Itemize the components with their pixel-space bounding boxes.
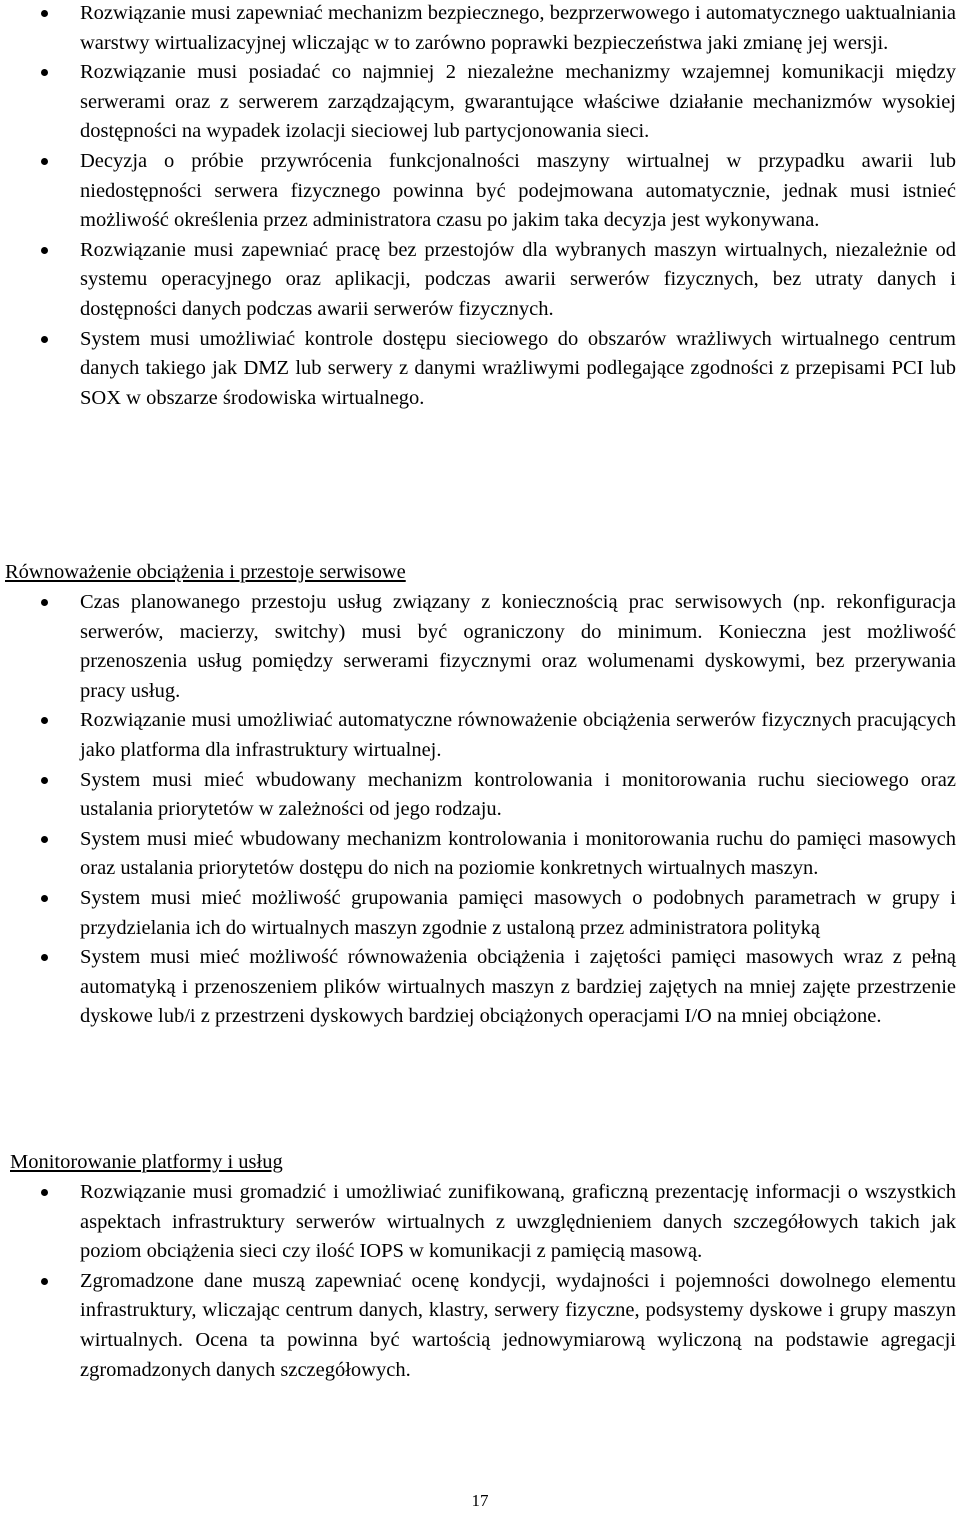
list-item bbox=[0, 766, 960, 825]
list-item bbox=[0, 825, 960, 884]
bullet-icon bbox=[41, 1278, 48, 1285]
list-item-text: System musi mieć wbudowany mechanizm kontrolowania i monitorowania ruchu sieciowego oraz ustalania priorytetów w zależności od jego rodzaju. bbox=[80, 768, 956, 821]
list-item-text: Czas planowanego przestoju usług związany z koniecznością prac serwisowych (np. rekonfiguracja serwerów, macierzy, switchy) musi być ograniczony do minimum. Konieczna jest możliwość przenoszenia usług pomiędzy serwerami fizycznymi oraz wolumenami dyskowymi, bez przerywania pracy usług. bbox=[80, 591, 956, 702]
list-item-text: Zgromadzone dane muszą zapewniać ocenę kondycji, wydajności i pojemności dowolnego elementu infrastruktury, wliczając centrum danych, klastry, serwery fizyczne, podsystemy dyskowe i grupy maszyn wirtualnych. Ocena ta powinna być wartością jednowymiarową wyliczoną na podstawie agregacji zgromadzonych danych szczegółowych. bbox=[80, 1269, 956, 1381]
bullet-icon bbox=[41, 777, 48, 784]
list-item bbox=[0, 1267, 960, 1385]
list-item-text: System musi mieć wbudowany mechanizm kontrolowania i monitorowania ruchu do pamięci masowych oraz ustalania priorytetów dostępu do nich na poziomie konkretnych wirtualnych maszyn. bbox=[80, 827, 956, 880]
list-item-text: System musi mieć możliwość równoważenia obciążenia i zajętości pamięci masowych wraz z pełną automatyką i przenoszeniem plików wirtualnych maszyn z bardziej zajętych na mniej zajęte przestrzenie dyskowe lub/i z przestrzeni dyskowych bardziej obciążonych operacjami I/O na mniej obciążone. bbox=[80, 946, 956, 1028]
list-item bbox=[0, 706, 960, 765]
bullet-icon bbox=[41, 954, 48, 961]
list-item-text: Rozwiązanie musi gromadzić i umożliwiać zunifikowaną, graficzną prezentację informacji o wszystkich aspektach infrastruktury serwerów wirtualnych z uwzględnieniem danych szczegółowych takich jak poziom obciążenia sieci czy ilość IOPS w komunikacji z pamięcią masową. bbox=[80, 1181, 956, 1263]
list-item-text: System musi umożliwiać kontrole dostępu sieciowego do obszarów wrażliwych wirtualnego centrum danych takiego jak DMZ lub serwery z danymi wrażliwymi podlegające zgodności z przepisami PCI lub SOX w obszarze środowiska wirtualnego. bbox=[80, 327, 956, 409]
list-item-text: Rozwiązanie musi zapewniać mechanizm bezpiecznego, bezprzerwowego i automatycznego uaktualniania warstwy wirtualizacyjnej wliczając w to zarówno poprawki bezpieczeństwa jaki zmianę jej wersji. bbox=[80, 2, 956, 54]
bullet-icon bbox=[41, 336, 48, 343]
bullet-list-section-1 bbox=[0, 0, 960, 413]
list-item bbox=[0, 236, 960, 325]
list-item-text: Decyzja o próbie przywrócenia funkcjonalności maszyny wirtualnej w przypadku awarii lub niedostępności serwera fizycznego powinna być podejmowana automatycznie, jednak musi istnieć możliwość określenia przez administratora czasu po jakim taka decyzja jest wykonywana. bbox=[80, 149, 956, 232]
bullet-icon bbox=[41, 247, 48, 254]
section-heading-load-balancing: Równoważenie obciążenia i przestoje serwisowe bbox=[5, 561, 406, 583]
list-item bbox=[0, 943, 960, 1032]
bullet-icon bbox=[41, 836, 48, 843]
list-item bbox=[0, 0, 960, 58]
page-number: 17 bbox=[471, 1491, 489, 1510]
bullet-list-section-3 bbox=[0, 1178, 960, 1385]
bullet-icon bbox=[41, 1189, 48, 1196]
list-item-text: Rozwiązanie musi zapewniać pracę bez przestojów dla wybranych maszyn wirtualnych, niezależnie od systemu operacyjnego oraz aplikacji, podczas awarii serwerów fizycznych, bez utraty danych i dostępności danych podczas awarii serwerów fizycznych. bbox=[80, 238, 956, 320]
list-item bbox=[0, 147, 960, 236]
list-item bbox=[0, 1178, 960, 1267]
bullet-icon bbox=[41, 10, 48, 17]
bullet-icon bbox=[41, 599, 48, 606]
list-item bbox=[0, 58, 960, 147]
bullet-icon bbox=[41, 158, 48, 165]
bullet-icon bbox=[41, 717, 48, 724]
list-item-text: Rozwiązanie musi umożliwiać automatyczne równoważenie obciążenia serwerów fizycznych pracujących jako platforma dla infrastruktury wirtualnej. bbox=[80, 709, 956, 761]
bullet-icon bbox=[41, 69, 48, 76]
list-item-text: Rozwiązanie musi posiadać co najmniej 2 niezależne mechanizmy wzajemnej komunikacji między serwerami oraz z serwerem zarządzającym, gwarantujące właściwe działanie mechanizmów wysokiej dostępności na wypadek izolacji sieciowej lub partycjonowania sieci. bbox=[80, 61, 956, 143]
bullet-list-section-2 bbox=[0, 588, 960, 1032]
list-item bbox=[0, 884, 960, 943]
section-heading-monitoring: Monitorowanie platformy i usług bbox=[10, 1151, 283, 1173]
list-item-text: System musi mieć możliwość grupowania pamięci masowych o podobnych parametrach w grupy i przydzielania ich do wirtualnych maszyn zgodnie z ustaloną przez administratora polityką bbox=[80, 886, 956, 939]
list-item bbox=[0, 588, 960, 706]
bullet-icon bbox=[41, 895, 48, 902]
list-item bbox=[0, 325, 960, 414]
